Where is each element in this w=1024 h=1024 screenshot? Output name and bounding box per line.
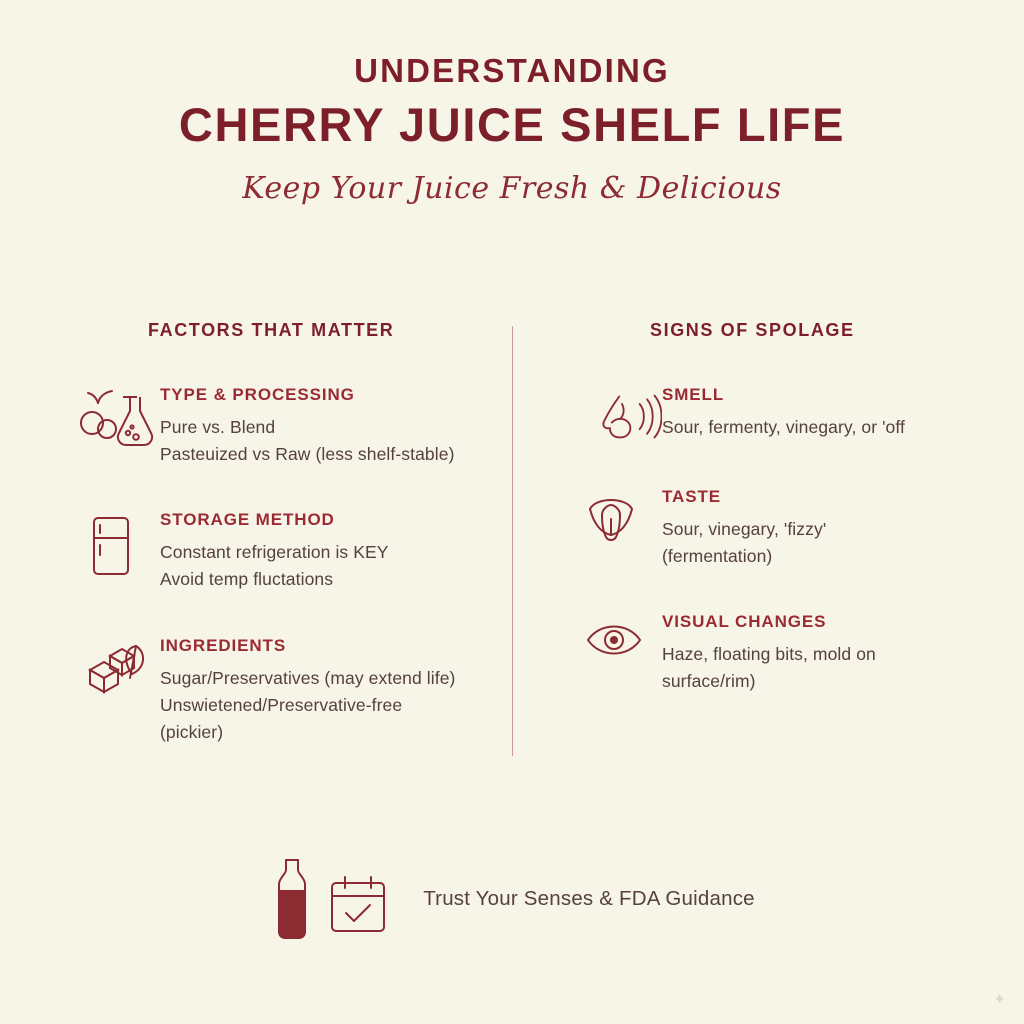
eye-visual-icon xyxy=(582,612,662,664)
content-columns xyxy=(0,320,1024,788)
list-item-body xyxy=(160,636,482,746)
list-item-body xyxy=(662,487,994,570)
sparkle-icon: ✦ xyxy=(993,991,1006,1008)
list-item xyxy=(80,510,482,593)
list-item-title: TYPE & PROCESSING xyxy=(160,385,355,404)
list-item xyxy=(80,636,482,746)
nose-smell-icon xyxy=(582,385,662,445)
list-item-line: Pure vs. Blend xyxy=(160,417,276,437)
list-item-title: INGREDIENTS xyxy=(160,635,287,655)
list-item-line: (fermentation) xyxy=(662,546,773,567)
list-item-line: Constant refrigeration is KEY xyxy=(160,542,389,563)
spoilage-column xyxy=(512,320,1024,788)
list-item-body xyxy=(662,612,994,695)
sugar-cubes-leaf-icon xyxy=(80,636,160,702)
list-item-line: Sour, fermenty, vinegary, or 'off xyxy=(662,417,906,437)
list-item-line: Unswietened/Preservative-free xyxy=(160,694,403,715)
cherry-flask-icon xyxy=(80,385,160,447)
list-item xyxy=(582,612,994,695)
list-item-line: Sour, vinegary, 'fizzy' xyxy=(662,519,827,539)
list-item-line: surface/rim) xyxy=(662,671,756,692)
calendar-check-icon xyxy=(327,875,389,937)
list-item-title: TASTE xyxy=(662,487,721,506)
list-item-body xyxy=(160,385,482,468)
list-item-line: Pasteuized vs Raw (less shelf-stable) xyxy=(160,444,455,465)
page-subtitle: Keep Your Juice Fresh & Delicious xyxy=(242,170,782,206)
list-item-body xyxy=(662,385,994,441)
juice-bottle-icon xyxy=(269,856,315,942)
footer-text: Trust Your Senses & FDA Guidance xyxy=(423,887,755,910)
factors-column-heading: FACTORS THAT MATTER xyxy=(148,320,395,340)
list-item-line: (pickier) xyxy=(160,721,224,742)
refrigerator-icon xyxy=(80,510,160,578)
page-title-line2: CHERRY JUICE SHELF LIFE xyxy=(178,97,846,151)
footer xyxy=(0,856,1024,942)
factors-column xyxy=(0,320,512,788)
list-item xyxy=(582,487,994,570)
list-item xyxy=(582,385,994,445)
list-item-line: Haze, floating bits, mold on xyxy=(662,644,876,665)
list-item-line: Avoid temp fluctations xyxy=(160,569,334,590)
list-item-title: SMELL xyxy=(662,385,725,404)
spoilage-column-heading: SIGNS OF SPOLAGE xyxy=(650,320,855,340)
list-item-line: Sugar/Preservatives (may extend life) xyxy=(160,667,456,688)
header xyxy=(0,0,1024,206)
footer-icons xyxy=(269,856,389,942)
tongue-taste-icon xyxy=(582,487,662,553)
column-divider xyxy=(512,326,513,756)
page-title-line1: UNDERSTANDING xyxy=(354,52,670,89)
list-item-title: VISUAL CHANGES xyxy=(662,612,827,632)
list-item-body xyxy=(160,510,482,593)
list-item xyxy=(80,385,482,468)
list-item-title: STORAGE METHOD xyxy=(160,510,335,530)
